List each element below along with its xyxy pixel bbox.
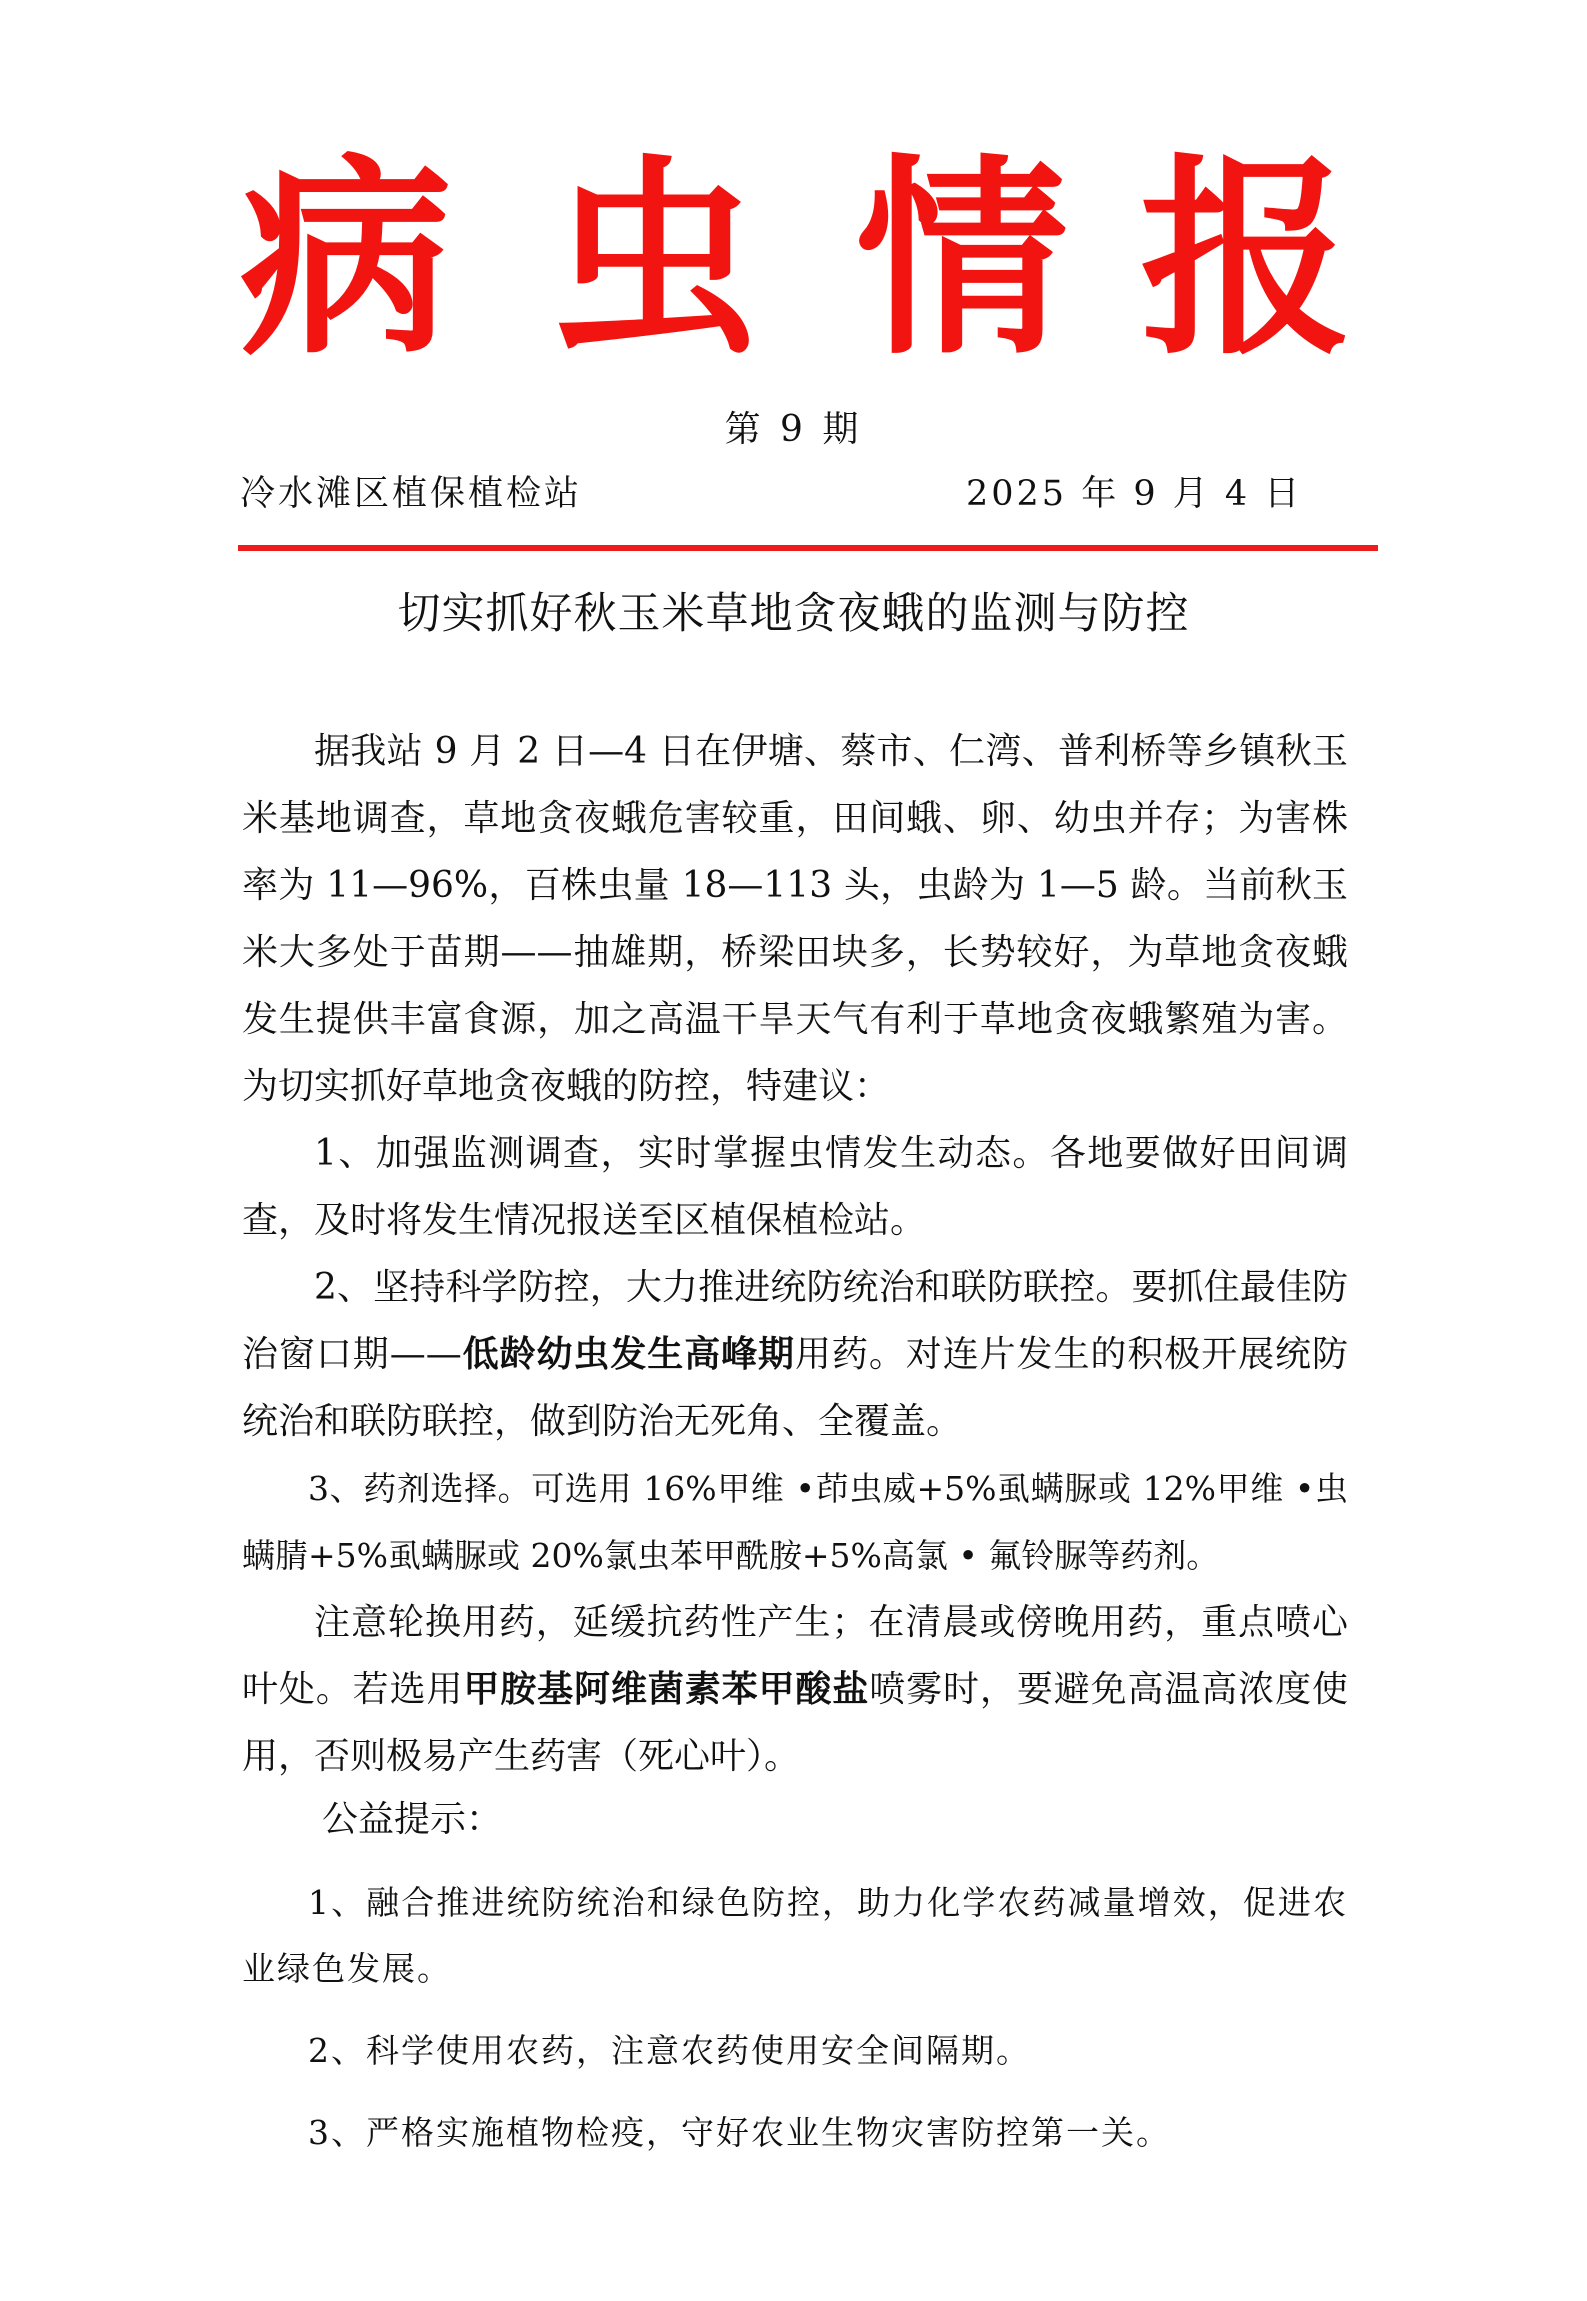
article-body — [242, 718, 1348, 1790]
public-tip-item: 1、融合推进统防统治和绿色防控，助力化学农药减量增效，促进农业绿色发展。 — [242, 1883, 1348, 1988]
public-tip-item: 2、科学使用农药，注意农药使用安全间隔期。 — [308, 2031, 1031, 2070]
article-title: 切实抓好秋玉米草地贪夜蛾的监测与防控 — [397, 589, 1190, 639]
masthead-char-3: 情 — [856, 136, 1068, 383]
public-tip-item: 3、严格实施植物检疫，守好农业生物灾害防控第一关。 — [308, 2113, 1171, 2152]
public-tips-title: 公益提示： — [322, 1799, 503, 1840]
usage-note-text-a: 注意轮换用药，延缓抗药性产生；在清晨或傍晚用药，重点喷心叶处。若选用 — [242, 1602, 1348, 1710]
recommendation-1: 1、加强监测调查，实时掌握虫情发生动态。各地要做好田间调查，及时将发生情况报送至区植保植检站。 — [242, 1133, 1348, 1241]
recommendation-2-text-a: 2、坚持科学防控，大力推进统防统治和联防联控。要抓住最佳防治窗口期—— — [242, 1267, 1348, 1375]
usage-note-highlight: 甲胺基阿维菌素苯甲酸盐 — [463, 1669, 870, 1710]
recommendation-2-text-b: 用药。对连片发生的积极开展统防统治和联防联控，做到防治无死角、全覆盖。 — [242, 1334, 1348, 1442]
recommendation-2 — [242, 1254, 1348, 1455]
masthead-char-4: 报 — [1140, 136, 1352, 383]
masthead — [0, 136, 1587, 383]
issue-date: 2025 年 9 月 4 日 — [966, 474, 1303, 514]
header-divider — [238, 545, 1378, 551]
recommendation-2-highlight: 低龄幼虫发生高峰期 — [461, 1334, 795, 1375]
issue-number: 第 9 期 — [724, 409, 863, 450]
recommendation-3: 3、药剂选择。可选用 16%甲维 •茚虫威+5%虱螨脲或 12%甲维 •虫螨腈+5%虱螨脲或 20%氯虫苯甲酰胺+5%高氯 • 氟铃脲等药剂。 — [242, 1469, 1348, 1575]
issuer-name: 冷水滩区植保植检站 — [240, 474, 583, 514]
masthead-char-2: 虫 — [548, 136, 760, 383]
public-tips-list — [242, 1870, 1348, 2166]
usage-note-text-b: 喷雾时，要避免高温高浓度使用，否则极易产生药害（死心叶）。 — [242, 1669, 1348, 1777]
usage-note — [242, 1589, 1348, 1790]
intro-paragraph: 据我站 9 月 2 日—4 日在伊塘、蔡市、仁湾、普利桥等乡镇秋玉米基地调查，草地贪夜蛾危害较重，田间蛾、卵、幼虫并存；为害株率为 11—96%，百株虫量 18—113 头，虫龄为 1—5 龄。当前秋玉米大多处于苗期——抽雄期，桥梁田块多，长势较好，为草地贪夜蛾发生提供丰富食源，加之高温干旱天气有利于草地贪夜蛾繁殖为害。为切实抓好草地贪夜蛾的防控，特建议： — [242, 731, 1348, 1107]
masthead-char-1: 病 — [240, 136, 452, 383]
